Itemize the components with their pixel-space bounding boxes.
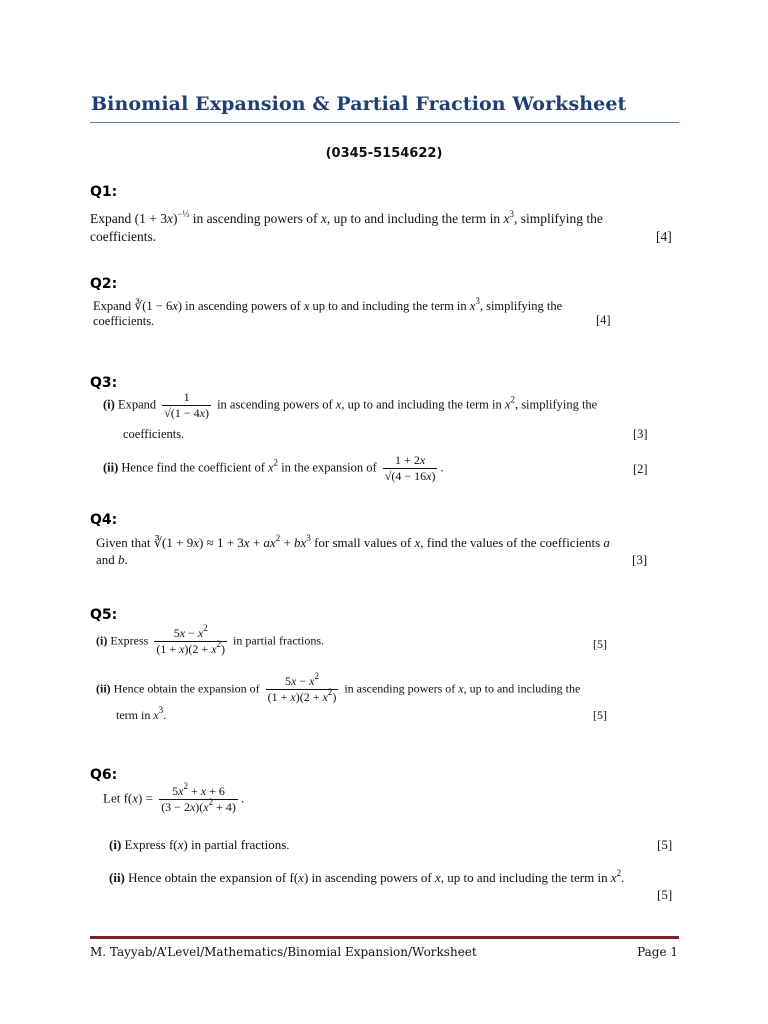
- q5-part-ii-cont: term in $x^3$.: [116, 705, 167, 722]
- q1-text-cont: coefficients.: [90, 229, 157, 244]
- q6-function-definition: Let f(x) = $\frac{5x^2 + x + 6}{(3 - 2x)(x^2 + 4)}$ .: [103, 781, 245, 814]
- question-label-q2: Q2:: [90, 276, 118, 292]
- q3-part-i: (i) Expand $\frac{1}{√(1 - 4x)}$ in ascending powers of x, up to and including the term in $x^2$, simplifying the: [103, 390, 598, 420]
- question-label-q6: Q6:: [90, 767, 118, 783]
- q5-part-i: (i) Express $\frac{5x - x^2}{(1 + x)(2 + x^2)}$ in partial fractions.: [96, 623, 324, 656]
- q2-text-cont: coefficients.: [93, 314, 155, 328]
- q3-part-ii: (ii) Hence find the coefficient of $x^2$ in the expansion of $\frac{1 + 2x}{√(4 - 16x)}$ .: [103, 453, 444, 483]
- q6-part-ii: (ii) Hence obtain the expansion of f(x) in ascending powers of x, up to and including the term in $x^2$.: [109, 868, 625, 885]
- q6-mark-ii: [5]: [657, 887, 673, 902]
- footer-rule: [90, 936, 679, 939]
- q3-part-i-cont: coefficients.: [123, 427, 185, 441]
- q3-mark-i: [3]: [633, 427, 648, 441]
- page-number: Page 1: [637, 945, 678, 959]
- phone-number: (0345-5154622): [325, 146, 443, 161]
- question-label-q4: Q4:: [90, 512, 118, 528]
- q6-mark-i: [5]: [657, 837, 673, 852]
- q4-text: Given that ∛(1 + $9x) \approx 1 + 3x + ax^2 + bx^3$ for small values of x, find the values of the coefficients a: [96, 533, 610, 550]
- q1-mark: [4]: [656, 229, 672, 244]
- question-label-q3: Q3:: [90, 375, 118, 391]
- footer-path: M. Tayyab/A’Level/Mathematics/Binomial Expansion/Worksheet: [90, 945, 477, 959]
- question-label-q5: Q5:: [90, 607, 118, 623]
- q4-mark: [3]: [632, 552, 648, 567]
- worksheet-title: Binomial Expansion & Partial Fraction Worksheet: [91, 93, 627, 115]
- q5-mark-i: [5]: [593, 637, 607, 651]
- q5-mark-ii: [5]: [593, 708, 607, 722]
- q3-mark-ii: [2]: [633, 462, 648, 476]
- q4-text-cont: and b.: [96, 552, 128, 567]
- q2-text: Expand ∛(1 − 6x) in ascending powers of x up to and including the term in $x^3$, simplifying the: [93, 296, 563, 313]
- q5-part-ii: (ii) Hence obtain the expansion of $\frac{5x - x^2}{(1 + x)(2 + x^2)}$ in ascending powers of x, up to and including the: [96, 671, 581, 704]
- q2-mark: [4]: [596, 313, 611, 327]
- question-label-q1: Q1:: [90, 184, 118, 200]
- q6-part-i: (i) Express f(x) in partial fractions.: [109, 837, 290, 852]
- q1-text: Expand $(1 + 3x)^{-\frac{1}{3}}$ in ascending powers of x, up to and including the term in $x^3$, simplifying the: [90, 209, 603, 226]
- title-underline: [90, 122, 679, 123]
